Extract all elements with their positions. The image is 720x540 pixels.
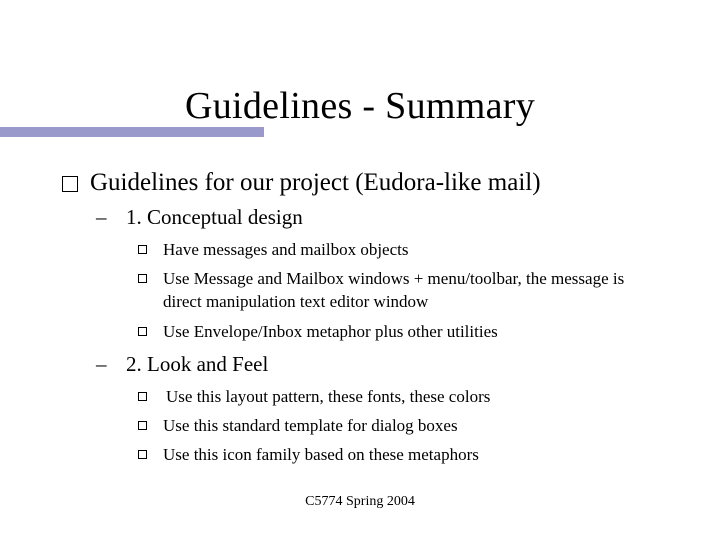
section-heading-2: [96, 351, 268, 377]
square-bullet-icon: [62, 176, 78, 192]
dash-bullet-icon: –: [96, 352, 107, 376]
square-bullet-icon: [138, 274, 147, 283]
list-item-text: Use Envelope/Inbox metaphor plus other utilities: [163, 322, 498, 341]
square-bullet-icon: [138, 245, 147, 254]
list-item-text: Use this standard template for dialog boxes: [163, 416, 458, 435]
list-item-text: Use Message and Mailbox windows + menu/toolbar, the message is direct manipulation text editor window: [163, 269, 625, 311]
main-bullet-text: Guidelines for our project (Eudora-like mail): [90, 169, 541, 196]
title-text: Guidelines - Summary: [184, 85, 536, 127]
list-item-text: Use this icon family based on these metaphors: [163, 445, 479, 464]
square-bullet-icon: [138, 392, 147, 401]
list-item: [138, 414, 628, 437]
section-heading-1: [96, 204, 303, 230]
list-item-text: Have messages and mailbox objects: [163, 240, 409, 259]
section-heading-text: 2. Look and Feel: [126, 352, 269, 376]
list-item: [138, 385, 628, 408]
square-bullet-icon: [138, 327, 147, 336]
list-item: [138, 320, 628, 343]
list-item-text: Use this layout pattern, these fonts, these colors: [166, 387, 491, 406]
slide-title: [0, 84, 720, 128]
list-item: [138, 267, 628, 313]
dash-bullet-icon: –: [96, 205, 107, 229]
footer-text: C5774 Spring 2004: [305, 494, 415, 509]
section-heading-text: 1. Conceptual design: [126, 205, 303, 229]
square-bullet-icon: [138, 421, 147, 430]
main-bullet: [62, 168, 541, 198]
slide-footer: [0, 494, 720, 510]
title-accent-bar: [0, 127, 264, 137]
square-bullet-icon: [138, 450, 147, 459]
list-item: [138, 238, 628, 261]
list-item: [138, 443, 628, 466]
